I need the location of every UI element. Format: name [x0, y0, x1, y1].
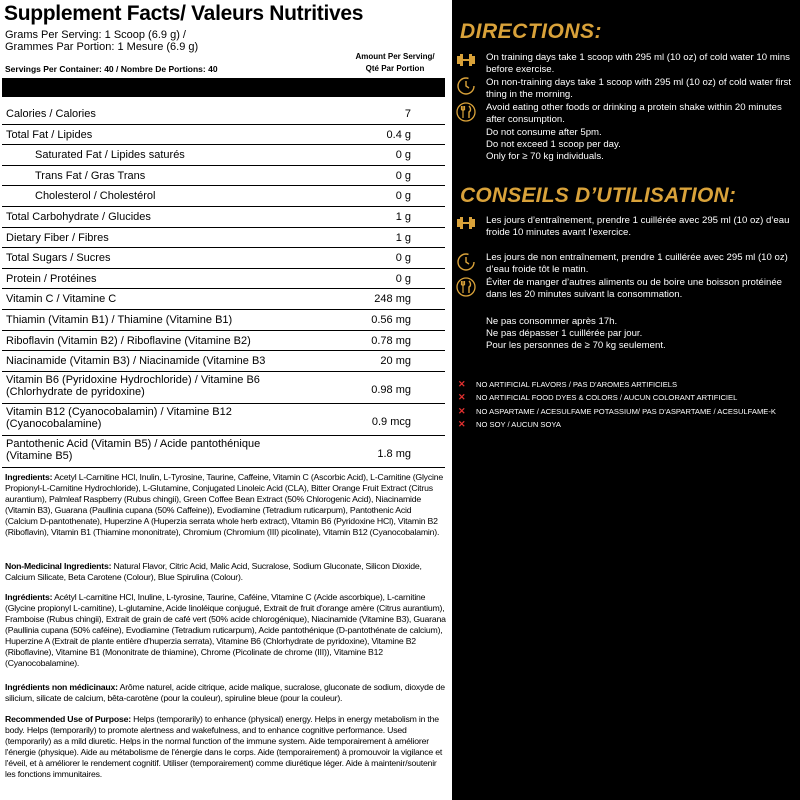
nutrient-label: Trans Fat / Gras Trans [35, 169, 146, 182]
nutrient-value: 0.9 mcg [371, 415, 411, 428]
nonmedicinal-en-text: Natural Flavor, Citric Acid, Malic Acid, Sucralose, Sodium Gluconate, Silicon Dioxide, Calcium Silicate, Beta Carotene (Colour), Blue Spirulina (Colour). [5, 561, 422, 582]
ingredients-fr-text: Acétyl L-carnitine HCl, Inuline, L-tyrosine, Taurine, Caféine, Vitamine C (Acide ascorbique), L-carnitine (Glycine propionyl L-carnitine), L-glutamine, Acide linoléique conjugué, Extrait de fruit d'orange amère (Citrus aurantium), Framboise (Rubus chingii), Extrait de grain de café vert (50% acide chlorogénique), Niacinamide (Vitamine B3), Guarana (Paullinia cupana (50% caféine), Evodiamine (Tetradium ruticarpum), Acide pantothénique (D-pantothénate de calcium), Huperzine A (Extrait de plante entière d'huperzia serrata), Vitamine B6 (Chlorhydrate de pyridoxine), Vitamine B2 (Riboflavine), Vitamine B1 (Mononitrate de thiamine), Chrome (Picolinate de chrome (III)), Vitamine B12 (Cyanocobalamine). [5, 592, 446, 668]
nonmedicinal-en [5, 561, 446, 583]
claim-text: NO ARTIFICIAL FLAVORS / PAS D'AROMES ARTIFICIELS [476, 380, 678, 389]
nutrient-row [2, 145, 445, 166]
nutrient-value: 0.78 mg [371, 334, 411, 347]
nutrient-label: Total Carbohydrate / Glucides [6, 210, 151, 223]
nutrient-row [2, 186, 445, 207]
nutrient-label: Cholesterol / Cholestérol [35, 190, 156, 203]
nutrient-row [2, 436, 445, 468]
nutrient-label: Pantothenic Acid (Vitamin B5) / Acide pantothénique (Vitamine B5) [6, 437, 261, 462]
nutrient-row [2, 289, 445, 310]
nutrient-label: Protein / Protéines [6, 272, 97, 285]
dumbbell-icon [456, 50, 476, 70]
ingredients-fr-label: Ingrédients: [5, 592, 53, 602]
amount-header-en: Amount Per Serving/ [355, 52, 435, 61]
nutrient-row [2, 372, 445, 404]
nutrient-row [2, 310, 445, 331]
nutrient-label: Thiamin (Vitamin B1) / Thiamine (Vitamine B1) [6, 313, 233, 326]
ingredients-en [5, 472, 446, 538]
nutrient-row [2, 166, 445, 187]
fork-knife-icon [456, 102, 476, 122]
nutrient-label: Vitamin B6 (Pyridoxine Hydrochloride) / Vitamine B6 (Chlorhydrate de pyridoxine) [6, 373, 260, 398]
recommended-use-label: Recommended Use of Purpose: [5, 714, 131, 724]
nutrient-value: 0 g [395, 149, 411, 162]
conseil-eviter: Éviter de manger d’autres aliments ou de boire une boisson protéinée dans les 20 minutes suivant la consommation. [486, 277, 782, 300]
amount-header-fr: Qté Par Portion [365, 64, 425, 73]
nonmedicinal-fr-label: Ingrédients non médicinaux: [5, 682, 118, 692]
nutrient-value: 20 mg [380, 355, 411, 368]
nutrient-value: 0 g [395, 272, 411, 285]
nutrient-row [2, 248, 445, 269]
direction-extra-1: Do not consume after 5pm. [486, 127, 602, 138]
conseil-extra-2: Ne pas dépasser 1 cuillérée par jour. [486, 328, 643, 339]
dumbbell-icon [456, 213, 476, 233]
directions-panel [452, 0, 800, 800]
ingredients-en-text: Acetyl L-Carnitine HCl, Inulin, L-Tyrosine, Taurine, Caffeine, Vitamin C (Ascorbic Acid), L-Carnitine (Glycine Propionyl-L-Carnitine Hydrochloride), L-Glutamine, Conjugated Linoleic Acid (CLA), Bitter Orange Fruit Extract (Citrus aurantium), Palmleaf Raspberry (Rubus chingii), Green Coffee Bean Extract (50% Chlorogenic Acid), Niacinamide (Vitamin B3), Guarana (Paullinia cupana (50% Caffeine)), Evodiamine (Tetradium ruticarpum), Pantothenic Acid (Calcium D-pantothenate), Huperzine A (Huperzia serrata whole herb extract), Vitamin B6 (Pyridoxine HCl), Vitamin B2 (Riboflavin), Vitamin B1 (Thiamine mononitrate), Chromium (Chromium (III) picolinate), Vitamin B12 (Cyanocobalamin). [5, 472, 443, 537]
x-icon: ✕ [458, 379, 466, 389]
conseil-extra-1: Ne pas consommer après 17h. [486, 316, 618, 327]
nutrient-value: 0.4 g [386, 128, 411, 141]
conseil-entrainement: Les jours d’entraînement, prendre 1 cuillérée avec 295 ml (10 oz) d’eau froide 10 minutes avant l’exercice. [486, 215, 790, 238]
nutrient-row [2, 331, 445, 352]
x-icon: ✕ [458, 405, 466, 416]
nutrient-row [2, 351, 445, 372]
conseils-title: CONSEILS D’UTILISATION: [460, 184, 737, 207]
nutrient-value: 0.56 mg [371, 313, 411, 326]
nutrient-row [2, 269, 445, 290]
ingredients-en-label: Ingredients: [5, 472, 53, 482]
nutrient-label: Total Sugars / Sucres [6, 252, 111, 265]
direction-extra-3: Only for ≥ 70 kg individuals. [486, 151, 604, 162]
x-icon: ✕ [458, 392, 466, 403]
x-icon: ✕ [458, 419, 466, 430]
servings-per-container: Servings Per Container: 40 / Nombre De Portions: 40 [5, 64, 218, 74]
direction-non-training: On non-training days take 1 scoop with 295 ml (10 oz) of cold water first thing in the morning. [486, 77, 792, 100]
nutrient-value: 248 mg [374, 293, 411, 306]
fork-knife-icon [456, 277, 476, 297]
conseil-extra-3: Pour les personnes de ≥ 70 kg seulement. [486, 340, 666, 351]
nutrient-row [2, 207, 445, 228]
conseil-non-entrainement: Les jours de non entraînement, prendre 1 cuillérée avec 295 ml (10 oz) d’eau froide tôt le matin. [486, 252, 788, 275]
claim-text: NO ARTIFICIAL FOOD DYES & COLORS / AUCUN COLORANT ARTIFICIEL [476, 393, 738, 403]
nutrient-value: 0 g [395, 169, 411, 182]
directions-title: DIRECTIONS: [460, 20, 602, 43]
nutrient-row [2, 104, 445, 125]
nutrient-value: 7 [404, 108, 411, 120]
claim-text: NO SOY / AUCUN SOYA [476, 420, 561, 430]
nutrient-label: Saturated Fat / Lipides saturés [35, 149, 185, 162]
recommended-use-text: Helps (temporarily) to enhance (physical) energy. Helps in energy metabolism in the body. Helps (temporarily) to promote alertness and wakefulness, and to enhance cognitive performance. Used (temporarily) as a mild diuretic. Helps in the normal function of the immune system. Aide temporairement à améliorer l'énergie (physique). Aide au métabolisme de l'énergie dans le corps. Aide (temporairement) à promouvoir la vigilance et l'éveil, et à améliorer le rendement cognitif. Utiliser (temporairement) comme diurétique léger. Aide à maintenir/soutenir les fonctions immunitaires. [5, 714, 443, 779]
nonmedicinal-fr-text: Arôme naturel, acide citrique, acide malique, sucralose, gluconate de sodium, dioxyde de silicium, silicate de calcium, bêta-carotène (pour la couleur), spiruline bleue (pour la couleur). [5, 682, 445, 703]
nutrient-value: 0.98 mg [371, 383, 411, 396]
nutrient-value: 1 g [395, 231, 411, 244]
recommended-use [5, 714, 446, 780]
nonmedicinal-fr [5, 682, 446, 704]
nutrient-label: Niacinamide (Vitamin B3) / Niacinamide (Vitamine B3 [6, 355, 266, 368]
nutrient-table [2, 104, 445, 468]
serving-size-en: Grams Per Serving: 1 Scoop (6.9 g) / [5, 29, 186, 41]
direction-extra-2: Do not exceed 1 scoop per day. [486, 139, 621, 150]
claim-text: NO ASPARTAME / ACESULFAME POTASSIUM/ PAS D'ASPARTAME / ACESULFAME-K [476, 406, 776, 416]
nutrient-value: 1 g [395, 210, 411, 223]
serving-size-fr: Grammes Par Portion: 1 Mesure (6.9 g) [5, 41, 199, 53]
direction-avoid-food: Avoid eating other foods or drinking a protein shake within 20 minutes after consumption. [486, 102, 782, 125]
nutrient-label: Total Fat / Lipides [6, 128, 93, 141]
nutrient-label: Vitamin B12 (Cyanocobalamin) / Vitamine B12 (Cyanocobalamine) [6, 405, 232, 430]
nutrient-value: 0 g [395, 252, 411, 265]
nutrient-label: Riboflavin (Vitamin B2) / Riboflavine (Vitamine B2) [6, 334, 251, 347]
morning-clock-icon [456, 76, 476, 96]
nutrient-row [2, 404, 445, 436]
nutrient-value: 0 g [395, 190, 411, 203]
nutrient-value: 1.8 mg [377, 447, 411, 460]
nutrient-label: Dietary Fiber / Fibres [6, 231, 109, 244]
nutrient-label: Vitamin C / Vitamine C [6, 293, 117, 306]
nonmedicinal-en-label: Non-Medicinal Ingredients: [5, 561, 112, 571]
nutrient-row [2, 228, 445, 249]
direction-training: On training days take 1 scoop with 295 ml (10 oz) of cold water 10 mins before exercise. [486, 52, 790, 75]
amount-per-serving-header [340, 51, 450, 75]
ingredients-fr [5, 592, 446, 669]
nutrient-label: Calories / Calories [6, 108, 96, 120]
nutrient-row [2, 125, 445, 146]
header-black-bar [2, 78, 445, 97]
morning-clock-icon [456, 252, 476, 272]
facts-title: Supplement Facts/ Valeurs Nutritives [4, 2, 364, 25]
